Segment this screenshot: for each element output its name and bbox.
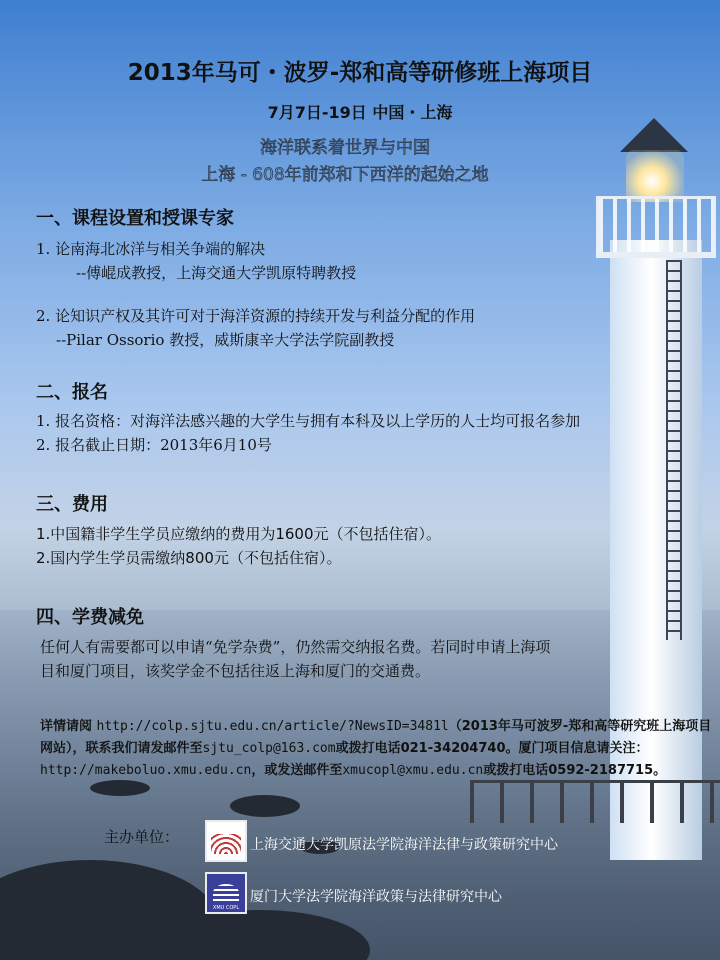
course-item: 2. 论知识产权及其许可对于海洋资源的持续开发与利益分配的作用 xyxy=(36,307,476,325)
xmu-logo-text: XMU COPL xyxy=(212,905,240,911)
website-note: （2013年马可波罗-郑和高等研究班上海项目网站） xyxy=(40,719,712,756)
host-organization: 厦门大学法学院海洋政策与法律研究中心 xyxy=(250,889,502,905)
details-lead: 详情请阅 xyxy=(40,719,97,734)
details-paragraph xyxy=(40,716,712,782)
host-label: 主办单位： xyxy=(104,828,180,846)
xiamen-website-link[interactable]: http://makeboluo.xmu.edu.cn xyxy=(40,763,252,778)
waiver-text: 目和厦门项目，该奖学金不包括往返上海和厦门的交通费。 xyxy=(40,662,431,680)
email-link[interactable]: sjtu_colp@163.com xyxy=(202,741,336,756)
phone-text: 或拨打电话021-34204740。厦门项目信息请关注： xyxy=(335,741,649,756)
section-heading-fees: 三、费用 xyxy=(36,494,108,515)
course-lecturer: --傅崐成教授，上海交通大学凯原特聘教授 xyxy=(76,264,357,282)
website-link[interactable]: http://colp.sjtu.edu.cn/article/?NewsID=3481l xyxy=(96,719,449,734)
section-heading-courses: 一、课程设置和授课专家 xyxy=(36,208,234,229)
date-location: 7月7日-19日 中国・上海 xyxy=(267,103,453,122)
host-organization: 上海交通大学凯原法学院海洋法律与政策研究中心 xyxy=(250,837,558,853)
slogan-line: 上海 - 608年前郑和下西洋的起始之地 xyxy=(201,165,489,185)
section-heading-registration: 二、报名 xyxy=(36,382,108,403)
fee-item: 2.国内学生学员需缴纳800元（不包括住宿）。 xyxy=(36,549,342,567)
fee-item: 1.中国籍非学生学员应缴纳的费用为1600元（不包括住宿）。 xyxy=(36,525,441,543)
xiamen-phone-text: 或拨打电话0592-2187715。 xyxy=(483,763,667,778)
registration-item: 1. 报名资格：对海洋法感兴趣的大学生与拥有本科及以上学历的人士均可报名参加 xyxy=(36,412,581,430)
poster-title: 2013年马可・波罗-郑和高等研修班上海项目 xyxy=(127,60,593,86)
registration-item: 2. 报名截止日期：2013年6月10号 xyxy=(36,436,272,454)
course-lecturer: --Pilar Ossorio 教授，威斯康辛大学法学院副教授 xyxy=(56,331,395,349)
course-item: 1. 论南海北冰洋与相关争端的解决 xyxy=(36,240,266,258)
xmu-logo xyxy=(205,872,247,914)
contact-text: ，联系我们请发邮件至 xyxy=(72,741,203,756)
xiamen-email-link[interactable]: xmucopl@xmu.edu.cn xyxy=(342,763,484,778)
slogan-line: 海洋联系着世界与中国 xyxy=(260,138,430,158)
waiver-text: 任何人有需要都可以申请“免学杂费”，仍然需交纳报名费。若同时申请上海项 xyxy=(40,638,551,656)
sjtu-logo xyxy=(205,820,247,862)
section-heading-waiver: 四、学费减免 xyxy=(36,607,144,628)
email-text: ，或发送邮件至 xyxy=(251,763,343,778)
